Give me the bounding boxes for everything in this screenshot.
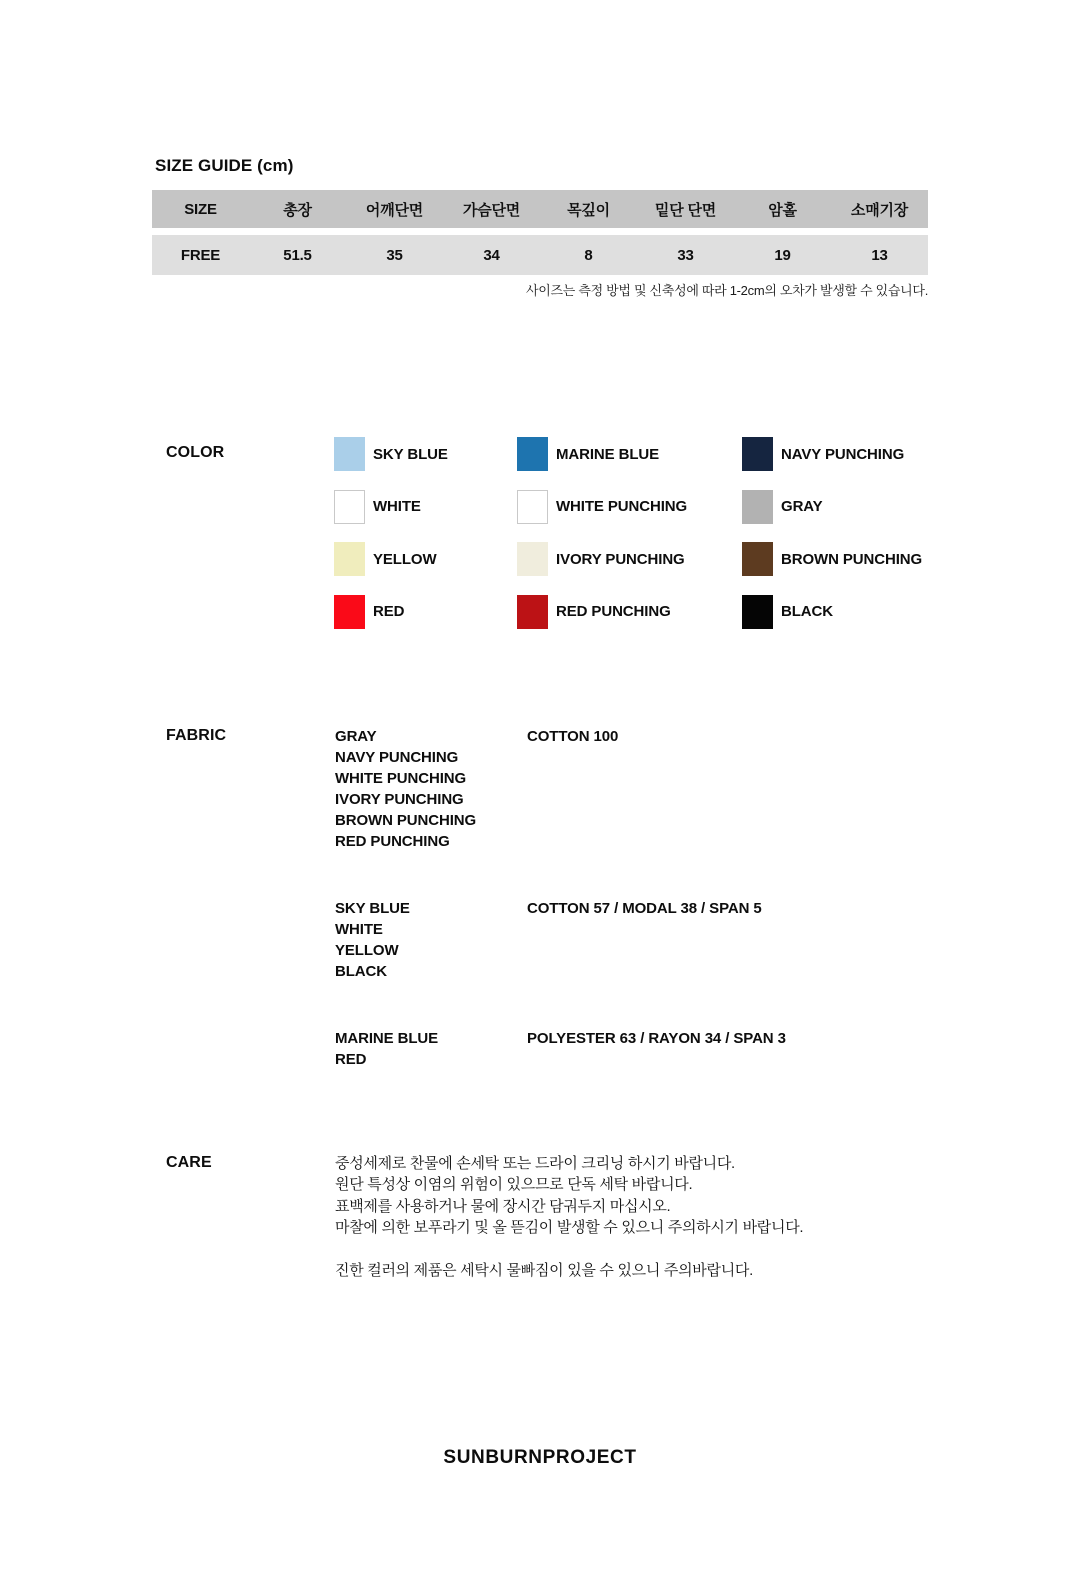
size-cell-value: 34 (483, 246, 500, 264)
fabric-composition: COTTON 100 (527, 728, 619, 745)
size-column-header: SIZE (184, 200, 217, 218)
fabric-color-name: MARINE BLUE (335, 1030, 439, 1047)
fabric-color-name: WHITE PUNCHING (335, 770, 467, 787)
size-guide-table (152, 190, 928, 275)
white-punching-swatch (517, 490, 548, 524)
fabric-color-name: SKY BLUE (335, 900, 410, 917)
color-swatch-label: BLACK (781, 603, 833, 621)
color-swatch-label: WHITE (373, 498, 421, 516)
fabric-color-list (335, 1028, 527, 1070)
fabric-color-list (335, 726, 527, 852)
color-swatch-item (517, 595, 742, 629)
white-swatch (334, 490, 365, 524)
fabric-color-name: BLACK (335, 963, 387, 980)
color-swatch-item (334, 542, 517, 576)
color-swatch-label: RED PUNCHING (556, 603, 671, 621)
fabric-group (335, 898, 955, 982)
color-swatch-label: BROWN PUNCHING (781, 550, 923, 568)
color-swatch-label: MARINE BLUE (556, 445, 660, 463)
size-column-header: 밑단 단면 (654, 201, 717, 219)
fabric-color-name: RED PUNCHING (335, 833, 450, 850)
color-swatch-item (517, 542, 742, 576)
color-swatch-item (517, 490, 742, 524)
size-cell-value: FREE (180, 246, 221, 264)
care-instructions (335, 1153, 803, 1281)
color-swatch-label: YELLOW (373, 550, 437, 568)
color-section-label: COLOR (166, 444, 225, 461)
color-swatch-label: WHITE PUNCHING (556, 498, 688, 516)
black-swatch (742, 595, 773, 629)
size-table-data-row (152, 235, 928, 275)
fabric-color-name: NAVY PUNCHING (335, 749, 459, 766)
size-cell-value: 51.5 (283, 246, 312, 264)
color-swatch-item (334, 595, 517, 629)
color-swatch-label: IVORY PUNCHING (556, 550, 685, 568)
size-column-header: 암홀 (768, 201, 797, 219)
color-swatch-label: GRAY (781, 498, 823, 516)
size-cell-value: 33 (677, 246, 694, 264)
fabric-color-name: GRAY (335, 728, 377, 745)
brand-logo: SUNBURNPROJECT (443, 1447, 637, 1468)
fabric-group (335, 1028, 955, 1070)
fabric-composition: POLYESTER 63 / RAYON 34 / SPAN 3 (527, 1030, 786, 1047)
size-column-header: 어깨단면 (365, 201, 424, 219)
size-cell-value: 13 (871, 246, 888, 264)
fabric-color-name: YELLOW (335, 942, 399, 959)
size-cell-value: 8 (584, 246, 593, 264)
care-line: 원단 특성상 이염의 위험이 있으므로 단독 세탁 바랍니다. (335, 1176, 693, 1194)
yellow-swatch (334, 542, 365, 576)
gray-swatch (742, 490, 773, 524)
color-swatch-item (742, 437, 1002, 471)
color-swatch-label: RED (373, 603, 405, 621)
fabric-color-name: BROWN PUNCHING (335, 812, 477, 829)
color-swatch-item (517, 437, 742, 471)
red-punching-swatch (517, 595, 548, 629)
care-section-label: CARE (166, 1154, 212, 1171)
fabric-section-label: FABRIC (166, 727, 227, 744)
size-table-header-row (152, 190, 928, 228)
fabric-group (335, 726, 955, 852)
color-swatch-label: NAVY PUNCHING (781, 445, 905, 463)
color-swatch-item (334, 490, 517, 524)
ivory-punching-swatch (517, 542, 548, 576)
size-column-header: 목깊이 (567, 201, 610, 219)
size-column-header: 총장 (283, 201, 312, 219)
color-swatch-item (742, 595, 1002, 629)
color-swatch-grid (334, 437, 1002, 629)
fabric-color-list (335, 898, 527, 982)
fabric-color-name: IVORY PUNCHING (335, 791, 464, 808)
marine-blue-swatch (517, 437, 548, 471)
sky-blue-swatch (334, 437, 365, 471)
care-line: 중성세제로 찬물에 손세탁 또는 드라이 크리닝 하시기 바랍니다. (335, 1155, 735, 1172)
fabric-groups (335, 726, 955, 1116)
fabric-color-name: RED (335, 1051, 367, 1068)
size-column-header: 가슴단면 (462, 201, 521, 219)
color-swatch-item (742, 490, 1002, 524)
care-line: 마찰에 의한 보푸라기 및 올 뜯김이 발생할 수 있으니 주의하시기 바랍니다. (335, 1219, 804, 1237)
size-tolerance-note: 사이즈는 측정 방법 및 신축성에 따라 1-2cm의 오차가 발생할 수 있습니다. (525, 283, 928, 298)
color-swatch-label: SKY BLUE (373, 445, 448, 463)
size-column-header: 소매기장 (850, 201, 909, 219)
fabric-composition: COTTON 57 / MODAL 38 / SPAN 5 (527, 900, 762, 917)
navy-punching-swatch (742, 437, 773, 471)
size-cell-value: 19 (774, 246, 791, 264)
color-swatch-item (742, 542, 1002, 576)
red-swatch (334, 595, 365, 629)
color-swatch-item (334, 437, 517, 471)
fabric-color-name: WHITE (335, 921, 383, 938)
brown-punching-swatch (742, 542, 773, 576)
care-extra-line: 진한 컬러의 제품은 세탁시 물빠짐이 있을 수 있으니 주의바랍니다. (335, 1261, 753, 1279)
size-cell-value: 35 (386, 246, 403, 264)
care-line: 표백제를 사용하거나 물에 장시간 담궈두지 마십시오. (335, 1197, 671, 1215)
size-guide-title: SIZE GUIDE (cm) (155, 156, 294, 175)
